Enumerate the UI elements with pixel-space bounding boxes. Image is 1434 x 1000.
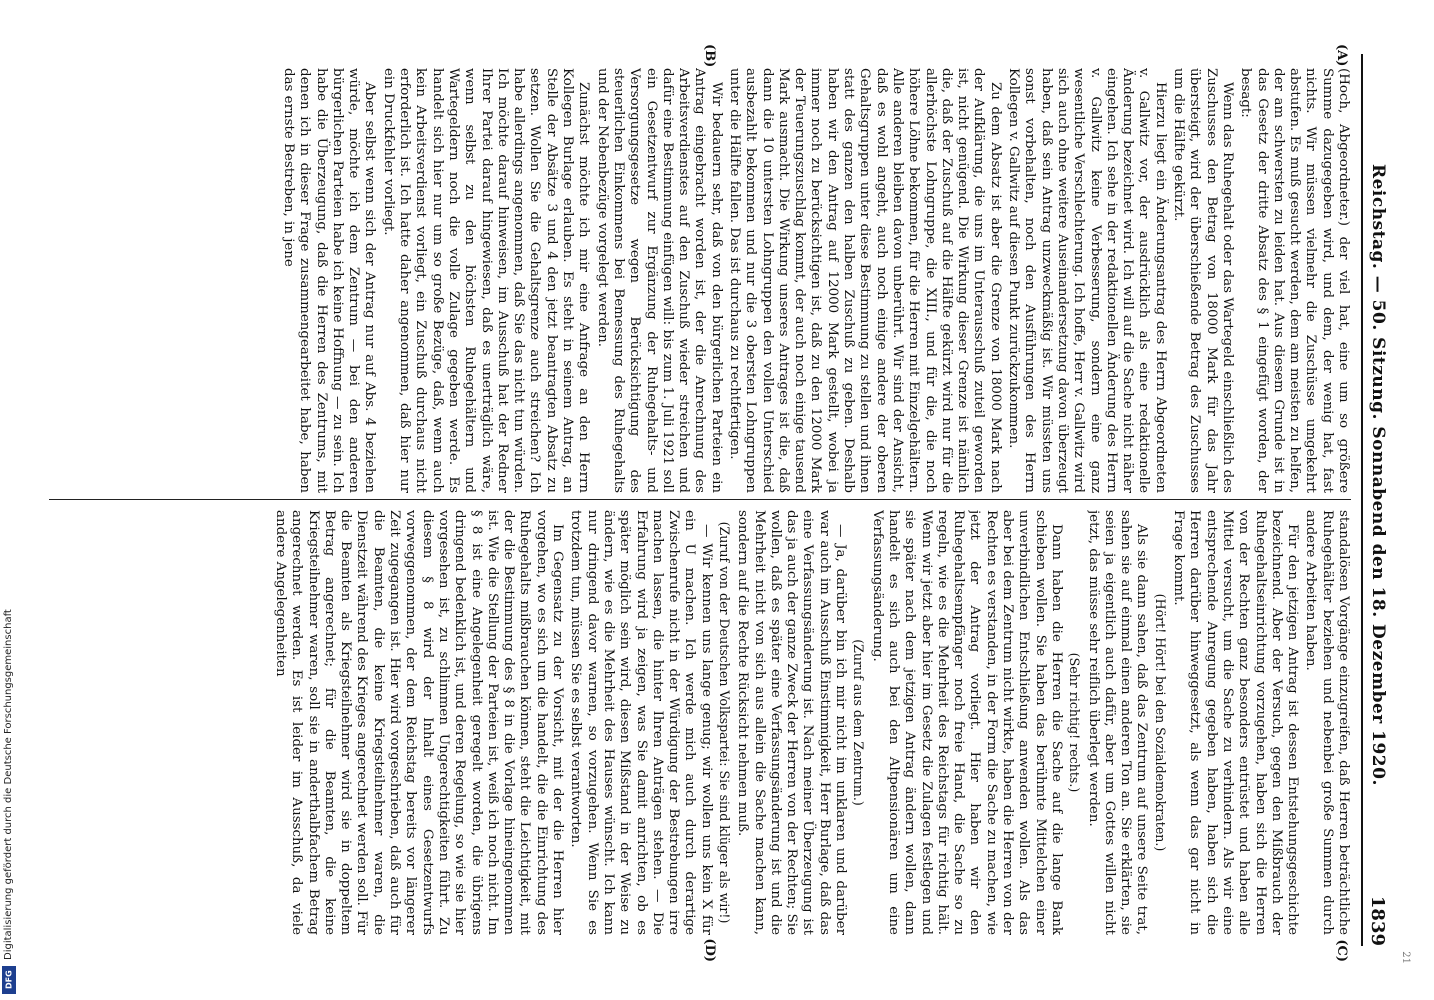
paragraph: — Ja, darüber bin ich mir nicht im unklaren und darüber war auch im Ausschuß Einstimmigkeit, Herr Burlage, daß das eine Verfassungsänderung ist. Nach meiner Überzeugung ist das ja auch der ganze Zweck der Herren von der Rechten; Sie wollen, daß es später eine Verfassungsänderung ist und die Mehrheit nicht von sich aus allein die Sache machen kann, sondern auf die Rechte Rücksicht nehmen muß. — [735, 510, 849, 935]
paragraph: Aber selbst wenn sich der Antrag nur auf Abs. 4 beziehen würde, möchte ich dem Zentrum — bei den anderen bürgerlichen Parteien habe ich keine Hoffnung — zu sein. Ich habe die Überzeugung, daß die Herren des Zentrums, mit denen ich in dieser Frage zusammengearbeitet habe, haben das ernste Bestreben, in jene — [281, 68, 378, 493]
corner-mark: 21 — [1400, 951, 1411, 964]
paragraph: Als sie dann sahen, daß das Zentrum auf unsere Seite trat, sahen sie auf einmal einen anderen Ton an. Sie erklärten, sie seien ja eigentlich auch dafür, aber um Gottes willen nicht jetzt, das müsse sehr reiflich überlegt werden. — [1085, 510, 1150, 935]
credit-strip — [0, 0, 18, 1000]
dfg-logo: DFG — [2, 966, 16, 994]
page-title: Reichstag. — 50. Sitzung. Sonnabend den 18. Dezember 1920. — [1368, 163, 1388, 786]
paragraph: standalösen Vorgänge einzugreifen, daß Herren beträchtliche Ruhegehälter beziehen und nebenbei große Summen durch andere Arbeiten haben. — [1303, 510, 1351, 935]
interjection: (Zuruf aus dem Zentrum.) — [851, 639, 867, 806]
page-header — [1361, 54, 1393, 946]
column-divider — [49, 499, 1351, 500]
margin-marker-c: (C) — [1334, 939, 1349, 962]
paragraph: Zu dem Absatz ist aber die Grenze von 18000 Mark nach der Aufklärung, die uns im Unterausschuß zuteil geworden ist, nicht genügend. Die Wirkung dieser Grenze ist nämlich die, daß der Zuschuß auf die Hälfte gekürzt wird nur für die allerhöchste Lohngruppe, die XIII., und für die, die noch höhere Löhne bekommen, für die Herren mit Einzelgehältern. Alle anderen bleiben davon unberührt. Wir sind der Ansicht, daß es wohl angeht, auch noch einige andere der oberen Gehaltsgruppen unter diese Bestimmung zu stellen und ihnen statt des ganzen den halben Zuschuß zu geben. Deshalb haben wir den Antrag auf 12000 Mark gestellt, wobei ja immer noch zu berücksichtigen ist, daß zu den 12000 Mark der Teuerungszuschlag kommt, der auch noch einige tausend Mark ausmacht. Die Wirkung unseres Antrages ist die, daß dann die 10 untersten Lohngruppen den vollen Unterschied ausbezahlt bekommen und nur die 3 obersten Lohngruppen unter die Hälfte fallen. Das ist durchaus zu rechtfertigen. — [727, 68, 1003, 493]
paragraph: Hierzu liegt ein Änderungsantrag des Herrn Abgeordneten v. Gallwitz vor, der ausdrücklich als eine redaktionelle Änderung bezeichnet wird. Ich will auf die Sache nicht näher eingehen. Ich sehe in der redaktionellen Änderung des Herrn v. Gallwitz keine Verbesserung, sondern eine ganz wesentliche Verschlechterung. Ich hoffe, Herr v. Gallwitz wird sich auch ohne weitere Auseinandersetzung davon überzeugt haben, daß sein Antrag unzweckmäßig ist. Wir müssten uns sonst vorbehalten, noch den Ausführungen des Herrn Kollegen v. Gallwitz auf diesen Punkt zurückzukommen. — [1006, 68, 1168, 493]
paragraph: — Wir kennen uns lange genug; wir wollen uns kein X für ein U machen. Ich werde mich auch durch derartige Zwischenrufe nicht in der Würdigung der Bestrebungen irre machen lassen, die hinter Ihren Anträgen stehen. — Die Erfahrung wird ja zeigen, was Sie damit anrichten, ob es später möglich sein wird, diesen Mißstand in der Weise zu ändern, wie es die Mehrheit des Hauses wünscht. Ich kann nur dringend davor warnen, so vorzugehen. Wenn Sie es trotzdem tun, müssen Sie es selbst verantworten. — [568, 510, 714, 935]
margin-marker-a: (A) — [1334, 44, 1349, 67]
paragraph: Zunächst möchte ich mir eine Anfrage an den Herrn Kollegen Burlage erlauben. Es steht in seinem Antrag, an Stelle der Absätze 3 und 4 den jetzt beantragten Absatz zu setzen. Wollen Sie die Gehaltsgrenze auch streichen? Ich habe allerdings angenommen, daß Sie das nicht tun würden. Ich möchte darauf hinweisen, im Ausschuß hat der Redner Ihrer Partei darauf hingewiesen, daß es unerträglich wäre, wenn selbst zu den höchsten Ruhegehältern und Wartegeldern noch die volle Zulage gegeben werde. Es handelt sich hier nur um so große Bezüge, daß, wenn auch kein Arbeitsverdienst vorliegt, ein Zuschuß durchaus nicht erforderlich ist. Ich hatte daher angenommen, daß hier nur ein Druckfehler vorliegt. — [380, 68, 592, 493]
interjection: (Zuruf von der Deutschen Volkspartei: Sie sind klüger als wir!) — [717, 521, 733, 924]
paragraph: Dann haben die Herren die Sache auf die lange Bank schieben wollen. Sie haben das berühmte Mittelchen einer unverbindlichen Entschließung anwenden wollen. Als das aber bei dem Zentrum nicht wirkte, haben die Herren von der Rechten es verstanden, in der Form die Sache zu machen, wie jetzt der Antrag vorliegt. Hier haben wir den Ruhegehaltsempfänger noch freie Hand, die Sache so zu regeln, wie es die Mehrheit des Reichstags für richtig hält. Wenn wir jetzt aber hier im Gesetz die Zulagen festlegen und sie später nach dem jetzigen Antrag ändern wollen, dann handelt es sich auch bei den Altpensionären um eine Verfassungsänderung. — [869, 510, 1064, 935]
paragraph: Für den jetzigen Antrag ist dessen Entstehungsgeschichte bezeichnend. Aber der Versuch, gegen den Mißbrauch der Ruhegehaltseinrichtung vorzugehen, haben sich die Herren von der Rechten ganz besonders entrüstet und haben alle Mittel versucht, um die Sache zu verhindern. Als wir eine entsprechende Anregung gegeben haben, haben sich die Herren darüber hinweggesetzt, als wenn das gar nicht in Frage kommt. — [1171, 510, 1301, 935]
page-number: 1839 — [1367, 895, 1389, 946]
quoted-paragraph: Wenn das Ruhegehalt oder das Wartegeld einschließlich des Zuschusses den Betrag von 18000 Mark für das Jahr übersteigt, wird der überschießende Betrag des Zuschusses um die Hälfte gekürzt. — [1171, 68, 1235, 493]
left-column — [49, 68, 1351, 493]
newspaper-page — [27, 30, 1411, 970]
paragraph: (Hoch, Abgeordneter.) der viel hat, eine um so größere Summe dazugegeben wird, und dem, der wenig hat, fast nichts. Wir müssen vielmehr die Zuschüsse umgekehrt abstufen. Es muß gesucht werden, dem am meisten zu helfen, der am schwersten zu leiden hat. Aus diesem Grunde ist in das Gesetz der dritte Absatz des § 1 eingefügt worden, der besagt: — [1238, 68, 1351, 493]
margin-marker-d: (D) — [702, 938, 717, 962]
right-column — [49, 510, 1351, 935]
paragraph: Wir bedauern sehr, daß von den bürgerlichen Parteien ein Antrag eingebracht worden ist, der die Anrechnung des Arbeitsverdienstes auf den Zuschuß wieder streichen und dafür eine Bestimmung einfügen will: bis zum 1. Juli 1921 soll ein Gesetzentwurf zur Ergänzung der Ruhegehalts- und Versorgungsgesetze wegen Berücksichtigung des steuerlichen Einkommens bei Bemessung des Ruhegehalts und der Nebenbezüge vorgelegt werden. — [594, 68, 724, 493]
interjection: (Hört! Hört! bei den Sozialdemokraten.) — [1152, 593, 1168, 852]
paragraph: Im Gegensatz zu der Vorsicht, mit der die Herren hier vorgehen, wo es sich um die handelt, die die Einrichtung des Ruhegehalts mißbrauchen können, steht die Leichtigkeit, mit der die Bestimmung des § 8 in die Vorlage hineingenommen ist. Wie die Stellung der Parteien ist, weiß ich noch nicht. Im § 8 ist eine Angelegenheit geregelt worden, die übrigens dringend bedenklich ist, und deren Regelung, so wie sie hier vorgesehen ist, zu schlimmen Ungerechtigkeiten führt. Zu diesem § 8 wird der Inhalt eines Gesetzentwurfs vorweggenommen, der dem Reichstag bereits vor längerer Zeit zugegangen ist. Hier wird vorgeschrieben, daß auch für die Beamten, die keine Kriegsteilnehmer waren, die Dienstzeit während des Krieges angerechnet werden soll. Für die Beamten als Kriegsteilnehmer wird sie in doppeltem Betrag angerechnet; für die Beamten, die keine Kriegsteilnehmer waren, soll sie in anderthalbfachem Betrag angerechnet werden. Es ist leider im Ausschuß, da viele andere Angelegenheiten — [273, 510, 566, 935]
margin-marker-b: (B) — [702, 44, 717, 68]
credit-text: Digitalisierung gefördert durch die Deutsche Forschungsgemeinschaft — [3, 609, 14, 960]
interjection: (Sehr richtig! rechts.) — [1067, 652, 1083, 793]
